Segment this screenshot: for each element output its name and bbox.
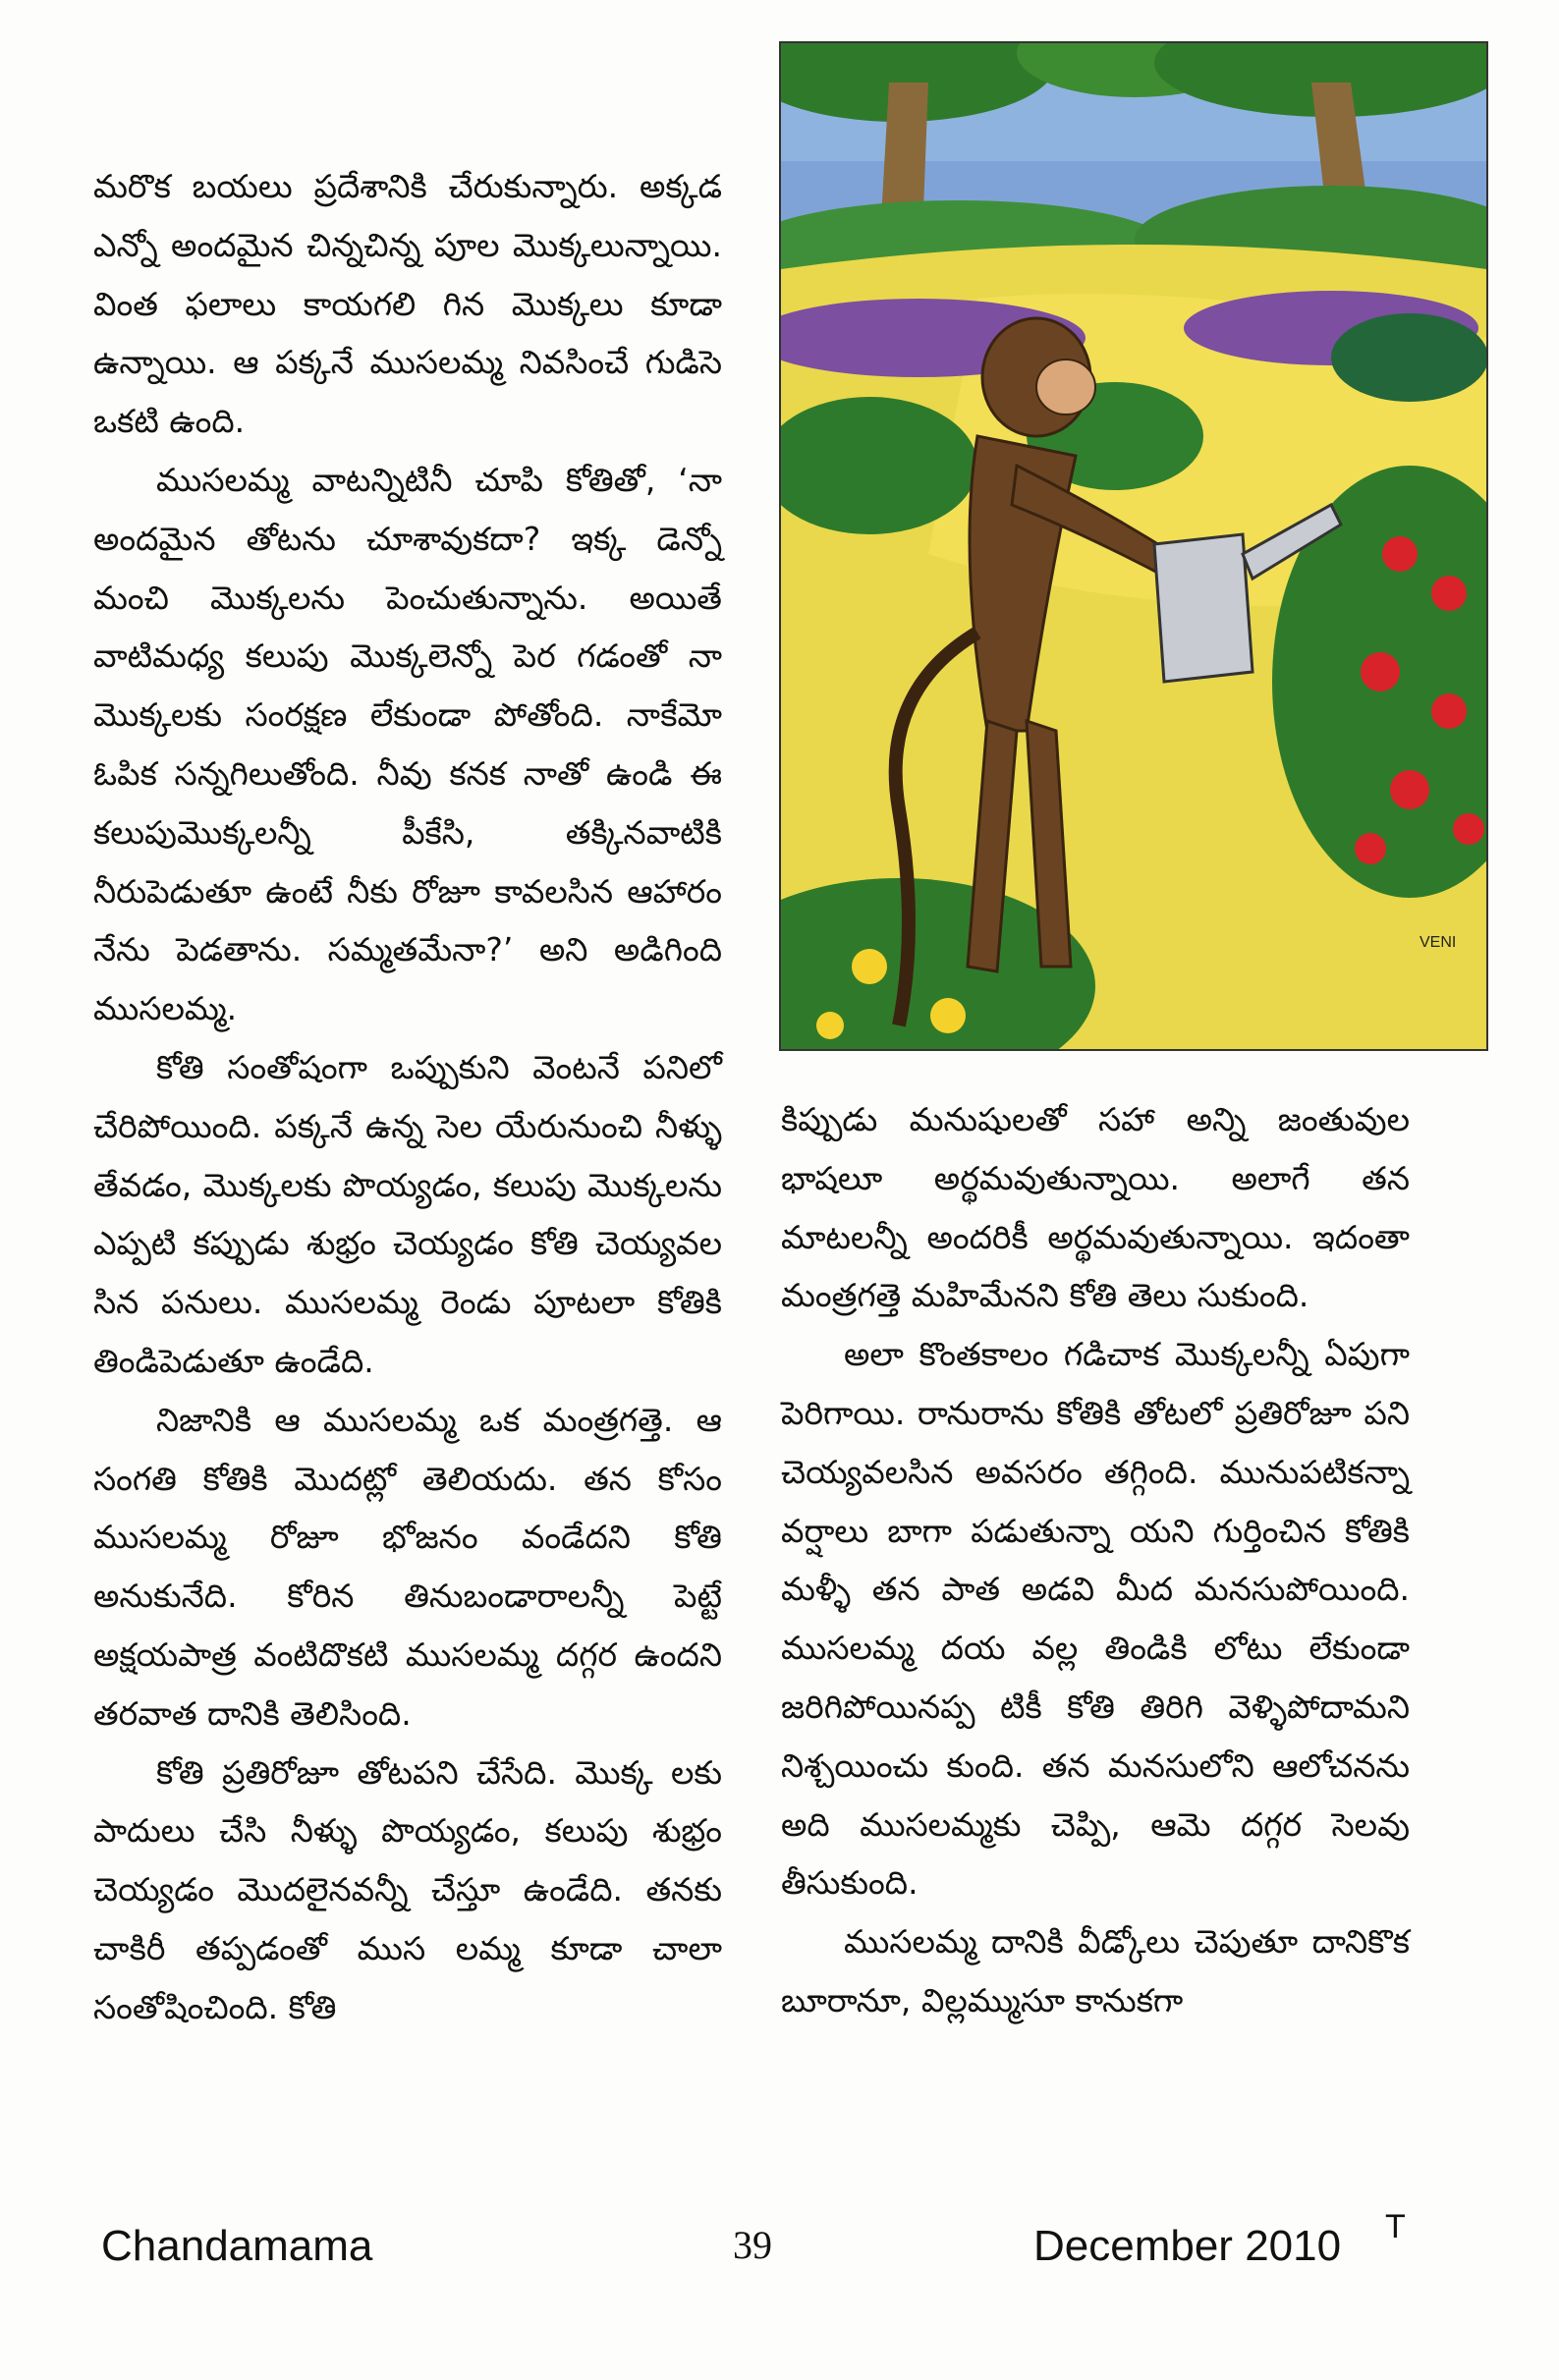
issue-date: December 2010 [1033, 2222, 1342, 2270]
paragraph: మరొక బయలు ప్రదేశానికి చేరుకున్నారు. అక్కడ ఎన్నో అందమైన చిన్నచిన్న పూల మొక్కలున్నాయి. వింత ఫలాలు కాయగలి గిన మొక్కలు కూడా ఉన్నాయి. ఆ పక్కనే ముసలమ్మ నివసించే గుడిసె ఒకటి ఉంది. [93, 167, 722, 441]
left-text-column [93, 157, 722, 2037]
story-illustration [779, 41, 1488, 1051]
paragraph: కోతి ప్రతిరోజూ తోటపని చేసేది. మొక్క లకు పాదులు చేసి నీళ్ళు పొయ్యడం, కలుపు శుభ్రం చెయ్యడం మొదలైనవన్నీ చేస్తూ ఉండేది. తనకు చాకిరీ తప్పడంతో ముస లమ్మ కూడా చాలా సంతోషించింది. కోతి [93, 1752, 722, 2026]
paragraph: నిజానికి ఆ ముసలమ్మ ఒక మంత్రగత్తె. ఆ సంగతి కోతికి మొదట్లో తెలియదు. తన కోసం ముసలమ్మ రోజూ భోజనం వండేదని కోతి అనుకునేది. కోరిన తినుబండారాలన్నీ పెట్టే అక్షయపాత్ర వంటిదొకటి ముసలమ్మ దగ్గర ఉందని తరవాత దానికి తెలిసింది. [93, 1400, 722, 1733]
paragraph: అలా కొంతకాలం గడిచాక మొక్కలన్నీ ఏపుగా పెరిగాయి. రానురాను కోతికి తోటలో ప్రతిరోజూ పని చెయ్యవలసిన అవసరం తగ్గింది. మునుపటికన్నా వర్షాలు బాగా పడుతున్నా యని గుర్తించిన కోతికి మళ్ళీ తన పాత అడవి మీద మనసుపోయింది. ముసలమ్మ దయ వల్ల తిండికి లోటు లేకుండా జరిగిపోయినప్ప టికీ కోతి తిరిగి వెళ్ళిపోదామని నిశ్చయించు కుంది. తన మనసులోని ఆలోచనను అది ముసలమ్మకు చెప్పి, ఆమె దగ్గర సెలవు తీసుకుంది. [781, 1335, 1410, 1903]
magazine-name: Chandamama [101, 2222, 373, 2270]
paragraph: ముసలమ్మ వాటన్నిటినీ చూపి కోతితో, ‘నా అందమైన తోటను చూశావుకదా? ఇక్క డెన్నో మంచి మొక్కలను పెంచుతున్నాను. అయితే వాటిమధ్య కలుపు మొక్కలెన్నో పెర గడంతో నా మొక్కలకు సంరక్షణ లేకుండా పోతోంది. నాకేమో ఓపిక సన్నగిలుతోంది. నీవు కనక నాతో ఉండి ఈ కలుపుమొక్కలన్నీ పీకేసి, తక్కినవాటికి నీరుపెడుతూ ఉంటే నీకు రోజూ కావలసిన ఆహారం నేను పెడతాను. సమ్మతమేనా?’ అని అడిగింది ముసలమ్మ. [93, 460, 722, 1028]
paragraph: కోతి సంతోషంగా ఒప్పుకుని వెంటనే పనిలో చేరిపోయింది. పక్కనే ఉన్న సెల యేరునుంచి నీళ్ళు తేవడం, మొక్కలకు పొయ్యడం, కలుపు మొక్కలను ఎప్పటి కప్పుడు శుభ్రం చెయ్యడం కోతి చెయ్యవల సిన పనులు. ముసలమ్మ రెండు పూటలా కోతికి తిండిపెడుతూ ఉండేది. [93, 1047, 722, 1380]
illustrator-signature: VENI [1420, 934, 1457, 951]
page-number: 39 [733, 2223, 772, 2267]
paragraph: కిప్పుడు మనుషులతో సహా అన్ని జంతువుల భాషలూ అర్థమవుతున్నాయి. అలాగే తన మాటలన్నీ అందరికీ అర్థమవుతున్నాయి. ఇదంతా మంత్రగత్తె మహిమేనని కోతి తెలు సుకుంది. [781, 1100, 1410, 1315]
corner-mark: T [1385, 2208, 1406, 2245]
paragraph: ముసలమ్మ దానికి వీడ్కోలు చెపుతూ దానికొక బూరానూ, విల్లమ్ముసూ కానుకగా [781, 1922, 1410, 2020]
right-text-column [781, 1090, 1410, 2030]
